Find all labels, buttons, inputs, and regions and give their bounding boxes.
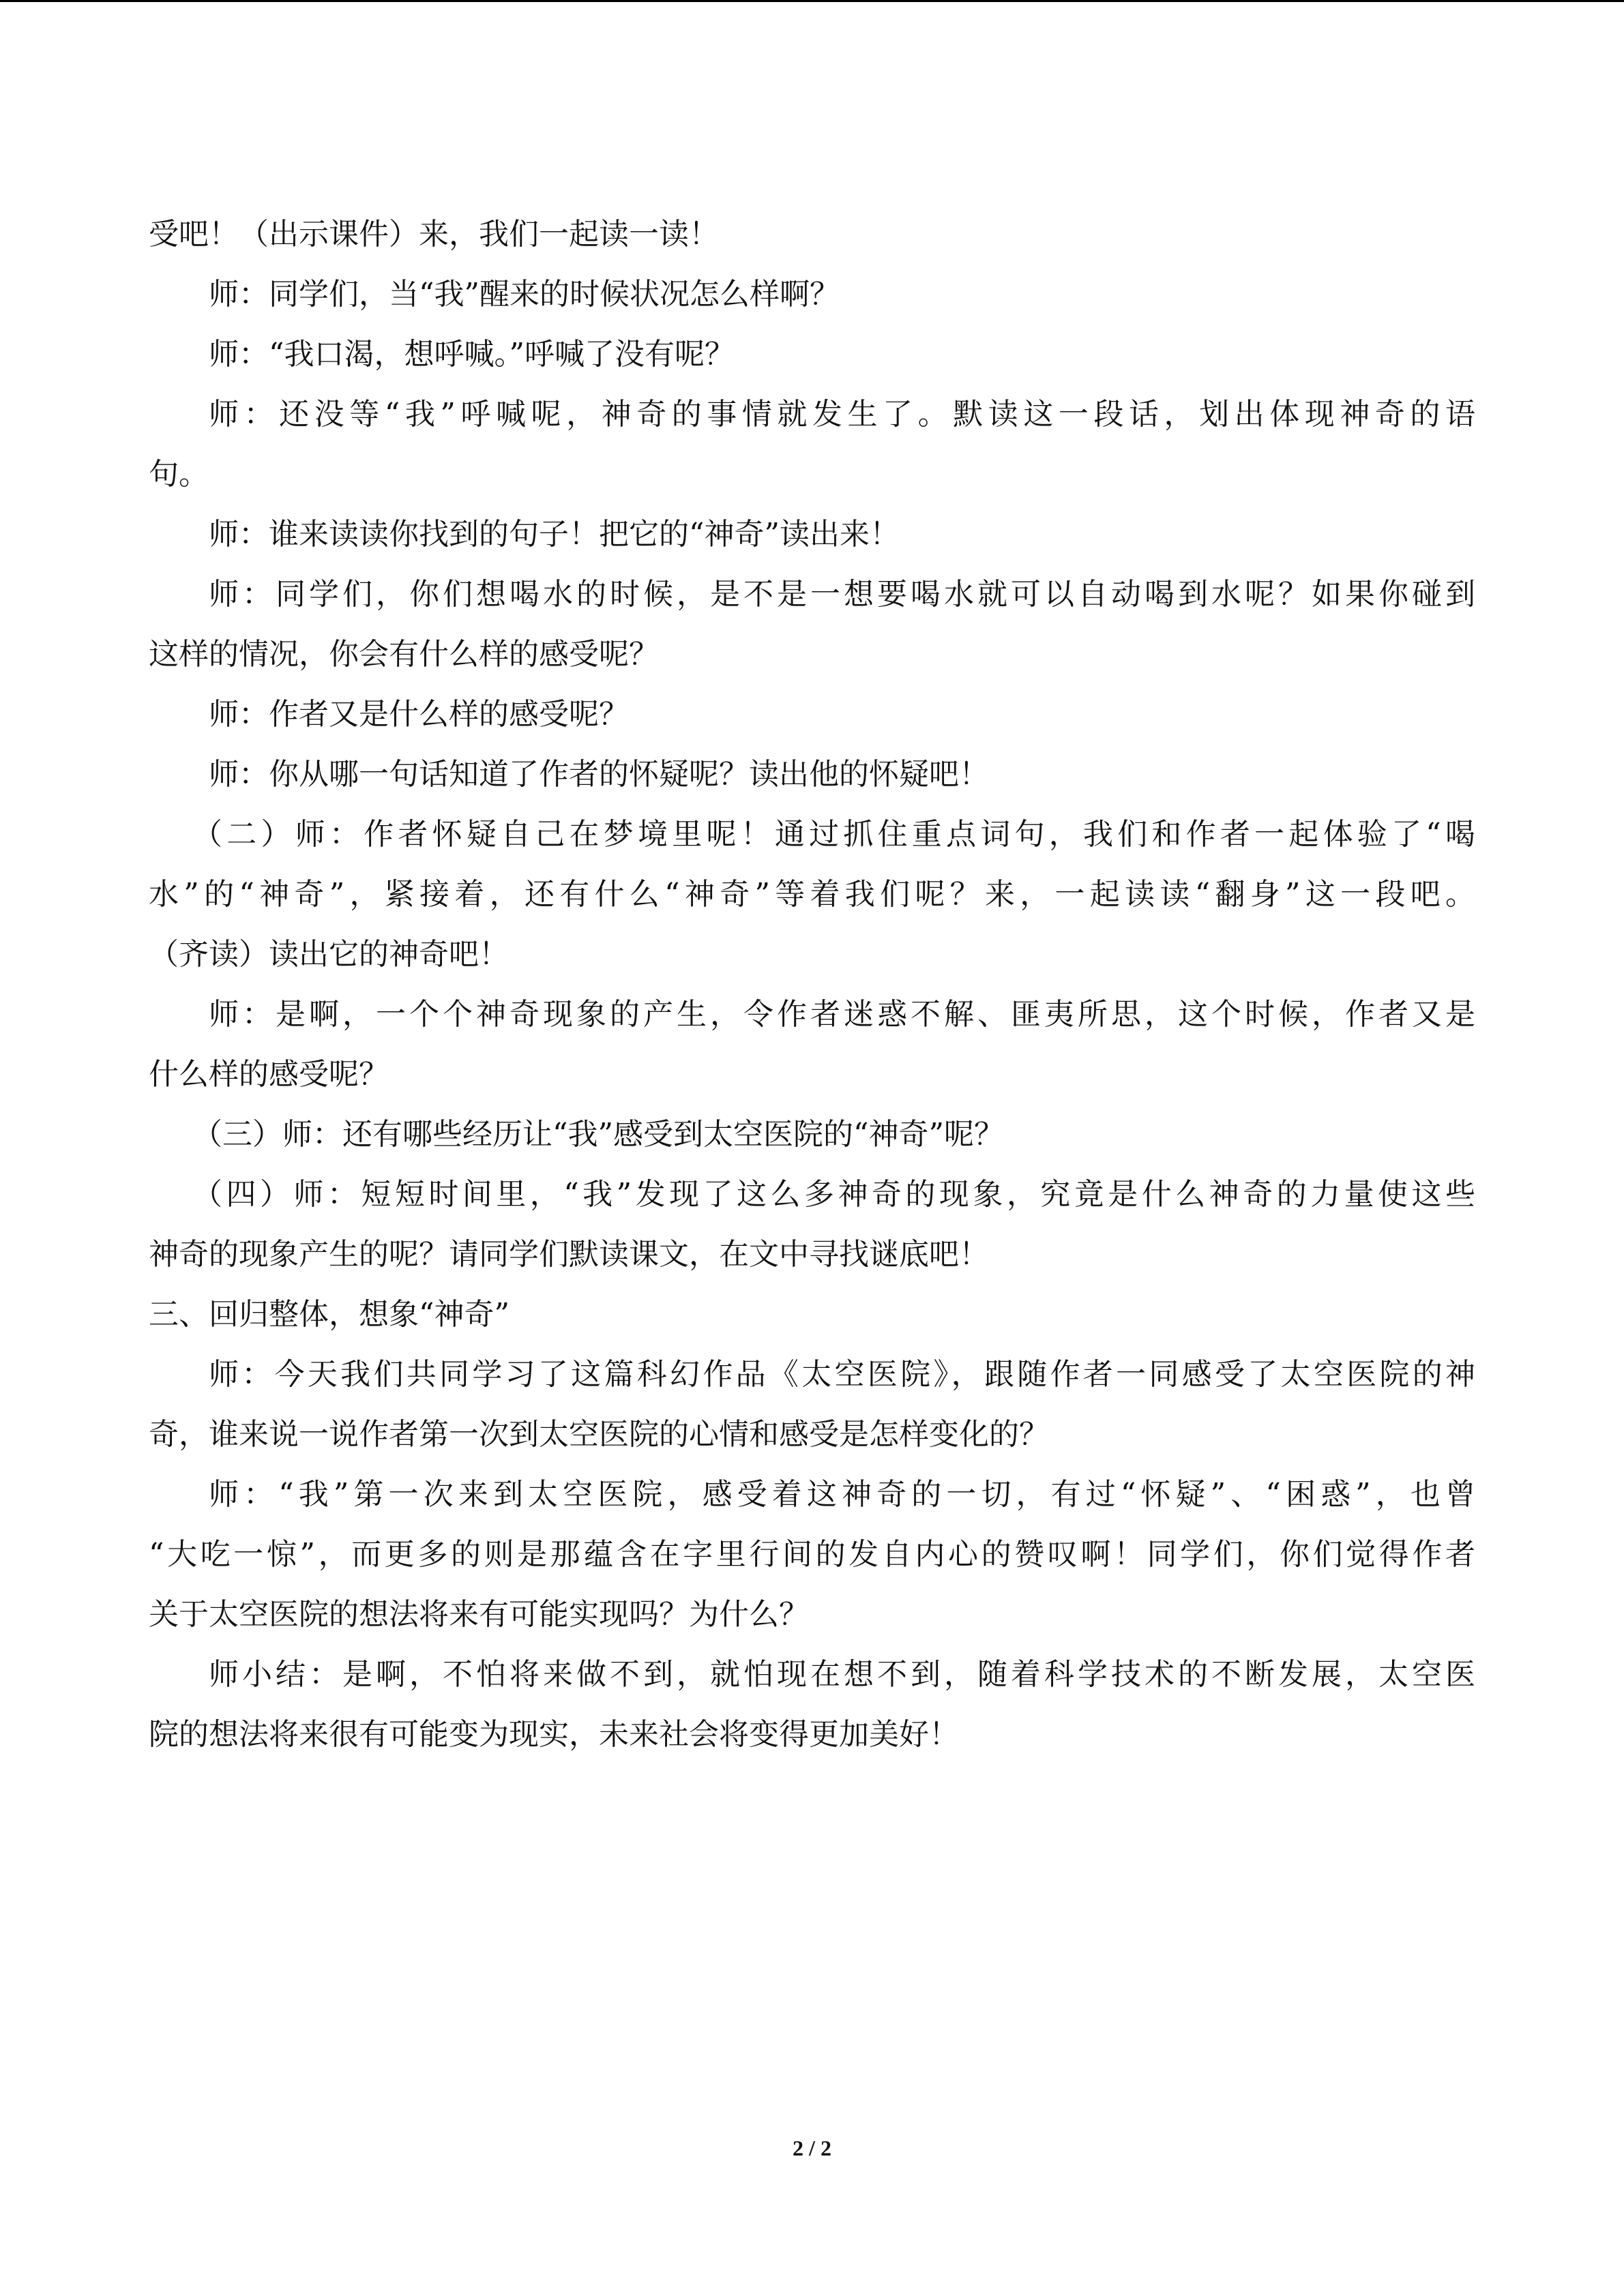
page-number: 2 / 2 — [793, 2136, 831, 2160]
body-line: “大吃一惊”，而更多的则是那蕴含在字里行间的发自内心的赞叹啊！同学们，你们觉得作者 — [149, 1537, 1475, 1572]
body-line: 关于太空医院的想法将来有可能实现吗？为什么？ — [149, 1597, 809, 1632]
body-line: （四）师：短短时间里，“我”发现了这么多神奇的现象，究竟是什么神奇的力量使这些 — [192, 1177, 1475, 1212]
body-line: 奇，谁来说一说作者第一次到太空医院的心情和感受是怎样变化的？ — [149, 1417, 1049, 1452]
body-line: （三）师：还有哪些经历让“我”感受到太空医院的“神奇”呢？ — [192, 1117, 1004, 1152]
document-body — [149, 205, 1475, 1765]
body-line: 师：还没等“我”呼喊呢，神奇的事情就发生了。默读这一段话，划出体现神奇的语 — [209, 397, 1475, 432]
body-line: 师：今天我们共同学习了这篇科幻作品《太空医院》，跟随作者一同感受了太空医院的神 — [209, 1357, 1475, 1392]
body-line: 师：同学们，你们想喝水的时候，是不是一想要喝水就可以自动喝到水呢？如果你碰到 — [209, 577, 1475, 612]
body-line: （齐读）读出它的神奇吧！ — [149, 937, 509, 972]
section-heading: 三、回归整体，想象“神奇” — [149, 1297, 510, 1332]
body-line: 受吧！（出示课件）来，我们一起读一读！ — [149, 217, 719, 252]
body-line: 神奇的现象产生的呢？请同学们默读课文，在文中寻找谜底吧！ — [149, 1237, 989, 1272]
body-line: 师小结：是啊，不怕将来做不到，就怕现在想不到，随着科学技术的不断发展，太空医 — [209, 1657, 1475, 1692]
body-line: （二）师：作者怀疑自己在梦境里呢！通过抓住重点词句，我们和作者一起体验了“喝 — [192, 817, 1475, 852]
body-line: 师：谁来读读你找到的句子！把它的“神奇”读出来！ — [209, 517, 900, 552]
body-line: 师：作者又是什么样的感受呢？ — [209, 697, 629, 732]
body-line: 师：“我口渴，想呼喊。”呼喊了没有呢？ — [209, 337, 735, 372]
top-border-line — [0, 0, 1624, 2]
body-line: 句。 — [149, 457, 209, 492]
body-line: 师：你从哪一句话知道了作者的怀疑呢？读出他的怀疑吧！ — [209, 757, 989, 792]
body-line: 师：是啊，一个个神奇现象的产生，令作者迷惑不解、匪夷所思，这个时候，作者又是 — [209, 997, 1475, 1032]
body-line: 师：“我”第一次来到太空医院，感受着这神奇的一切，有过“怀疑”、“困惑”，也曾 — [209, 1477, 1475, 1512]
body-line: 什么样的感受呢？ — [149, 1057, 389, 1092]
body-line: 水”的“神奇”，紧接着，还有什么“神奇”等着我们呢？来，一起读读“翻身”这一段吧。 — [149, 877, 1475, 912]
body-line: 师：同学们，当“我”醒来的时候状况怎么样啊？ — [209, 277, 840, 312]
body-line: 这样的情况，你会有什么样的感受呢？ — [149, 637, 659, 672]
body-line: 院的想法将来很有可能变为现实，未来社会将变得更加美好！ — [149, 1717, 959, 1752]
